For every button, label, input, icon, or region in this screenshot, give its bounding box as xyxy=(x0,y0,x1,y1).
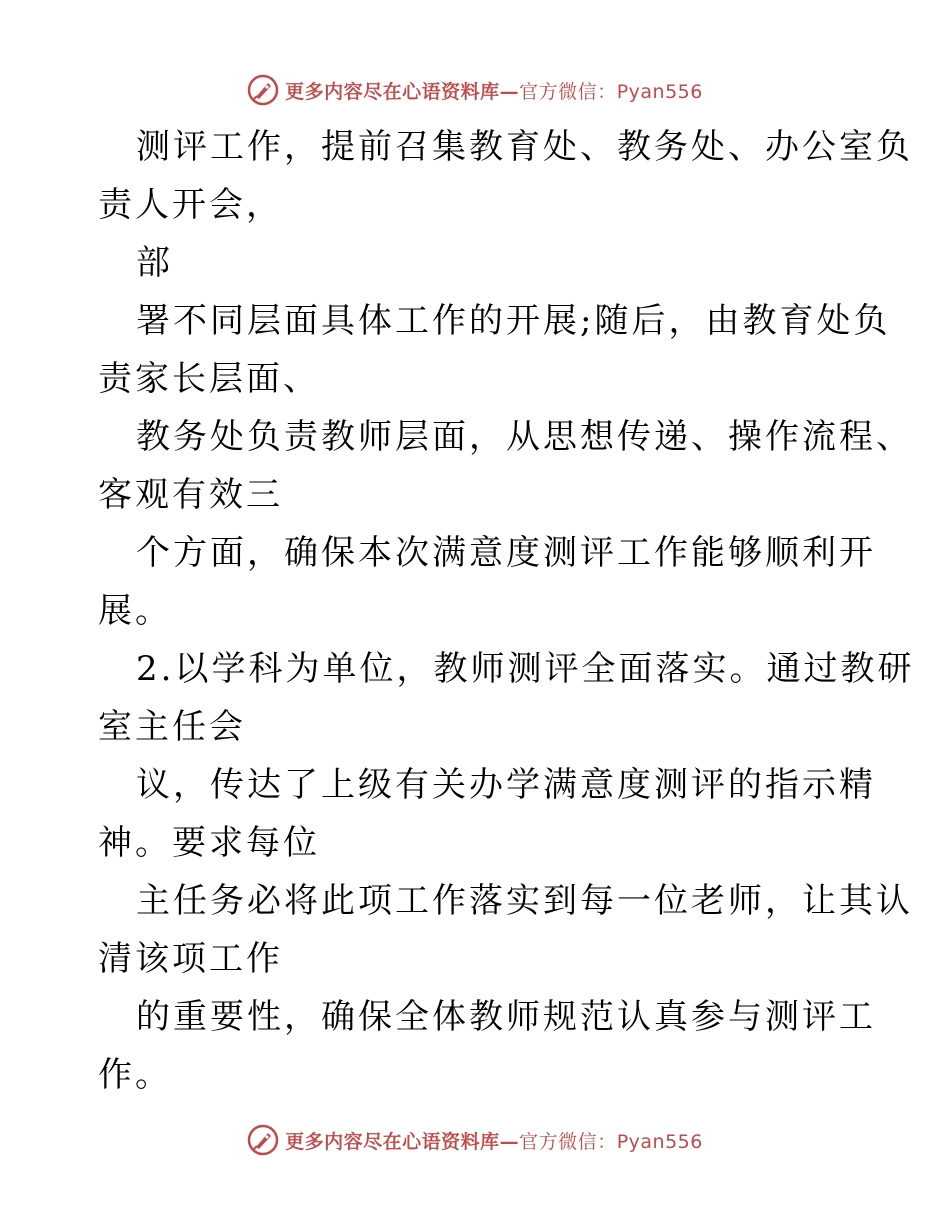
banner-wechat-id: Pyan556 xyxy=(616,1130,703,1153)
body-line: 作。 xyxy=(98,1055,172,1095)
body-line: 室主任会 xyxy=(98,707,246,747)
banner-wechat-label: 官方微信： xyxy=(519,80,617,103)
body-line: 测评工作，提前召集教育处、教务处、办公室负 xyxy=(136,127,913,167)
body-line: 神。要求每位 xyxy=(98,823,320,863)
banner-title: 更多内容尽在心语资料库 xyxy=(285,1130,500,1153)
body-line: 议，传达了上级有关办学满意度测评的指示精 xyxy=(136,765,876,805)
body-line: 部 xyxy=(136,243,173,283)
banner-dash: — xyxy=(499,1130,520,1153)
body-line: 责家长层面、 xyxy=(98,359,320,399)
header-banner xyxy=(0,70,950,110)
banner-dash: — xyxy=(499,80,520,103)
banner-wechat-id: Pyan556 xyxy=(616,80,703,103)
body-line: 个方面，确保本次满意度测评工作能够顺利开 xyxy=(136,533,876,573)
body-line: 署不同层面具体工作的开展;随后，由教育处负 xyxy=(136,301,891,341)
footer-banner xyxy=(0,1120,950,1160)
body-line: 的重要性，确保全体教师规范认真参与测评工 xyxy=(136,997,876,1037)
banner-title: 更多内容尽在心语资料库 xyxy=(285,80,500,103)
body-line: 客观有效三 xyxy=(98,475,283,515)
document-body xyxy=(98,118,915,1104)
body-line: 2.以学科为单位，教师测评全面落实。通过教研 xyxy=(136,649,915,689)
body-line: 主任务必将此项工作落实到每一位老师，让其认 xyxy=(136,881,913,921)
body-line: 责人开会， xyxy=(98,185,283,225)
body-line: 展。 xyxy=(98,591,172,631)
banner-wechat-label: 官方微信： xyxy=(519,1130,617,1153)
body-line: 教务处负责教师层面，从思想传递、操作流程、 xyxy=(136,417,913,457)
pen-nib-logo-icon xyxy=(247,74,279,106)
pen-nib-logo-icon xyxy=(247,1124,279,1156)
body-line: 清该项工作 xyxy=(98,939,283,979)
